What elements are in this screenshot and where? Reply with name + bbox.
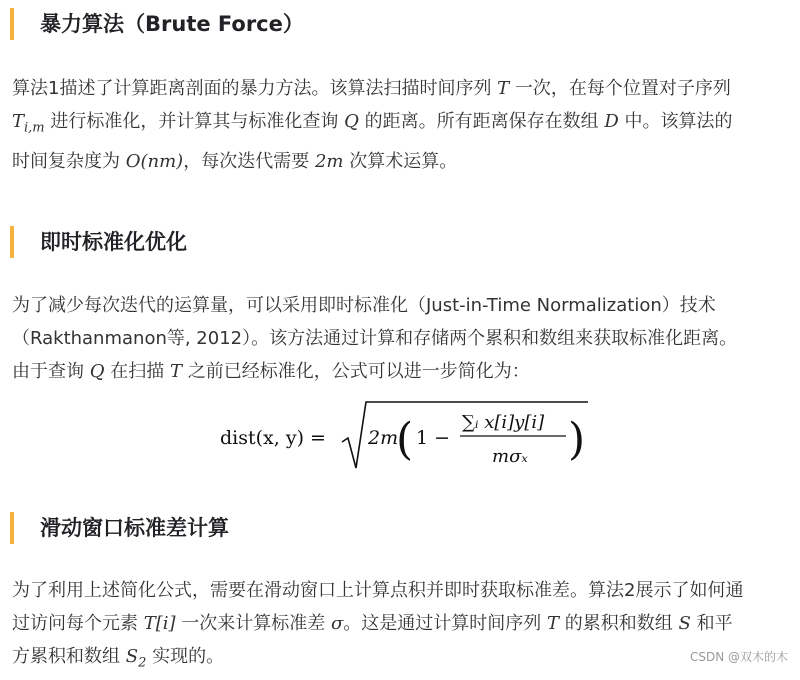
section-heading-brute-force: 暴力算法（Brute Force） xyxy=(10,8,304,40)
formula-denominator: mσₓ xyxy=(492,446,528,467)
text-line: 为了减少每次迭代的运算量，可以采用即时标准化（Just-in-Time Normalization）技术 xyxy=(12,295,716,316)
text: 。这是通过计算时间序列 xyxy=(343,613,548,634)
text-line xyxy=(12,607,794,640)
text: 进行标准化，并计算其与标准化查询 xyxy=(44,111,345,132)
text: 之前已经标准化，公式可以进一步简化为： xyxy=(181,361,530,382)
text: 一次来计算标准差 xyxy=(175,613,331,634)
math-T: T xyxy=(497,78,510,99)
text: 中。该算法的 xyxy=(618,111,733,132)
math-2m: 2m xyxy=(314,150,344,172)
text: 次算术运算。 xyxy=(343,150,458,172)
math-subscript: 2 xyxy=(138,655,147,671)
math-sigma: σ xyxy=(331,613,344,634)
section-heading-sliding-window: 滑动窗口标准差计算 xyxy=(10,512,229,544)
math-S: S xyxy=(125,646,139,667)
paragraph-sliding-window xyxy=(12,574,794,680)
paragraph-brute-force xyxy=(12,72,794,178)
text: 时间复杂度为 xyxy=(12,150,126,172)
text: 实现的。 xyxy=(146,646,225,667)
text: 在扫描 xyxy=(104,361,170,382)
formula-one-minus: 1 − xyxy=(416,427,451,449)
text: 一次，在每个位置对子序列 xyxy=(509,78,731,99)
math-Q: Q xyxy=(344,111,359,132)
text: ，每次迭代需要 xyxy=(183,150,315,172)
paragraph-jit-normalization xyxy=(12,289,794,388)
formula-numerator: ∑ᵢ x[i]y[i] xyxy=(462,412,545,433)
text: 过访问每个元素 xyxy=(12,613,144,634)
text: 方累积和数组 xyxy=(12,646,126,667)
text-line xyxy=(12,105,794,145)
text-line: 为了利用上述简化公式，需要在滑动窗口上计算点积并即时获取标准差。算法2展示了如何通 xyxy=(12,580,744,601)
math-complexity: O(nm) xyxy=(125,150,184,172)
left-paren: ( xyxy=(396,414,414,465)
math-S: S xyxy=(678,613,691,634)
formula-coef: 2m xyxy=(368,427,399,449)
math-D: D xyxy=(604,111,619,132)
text-line: （Rakthanmanon等, 2012）。该方法通过计算和存储两个累积和数组来获取标准化距离。 xyxy=(12,328,738,349)
math-T: T xyxy=(169,361,182,382)
math-Q: Q xyxy=(89,361,105,382)
text-line xyxy=(12,72,794,105)
text-line xyxy=(12,355,794,388)
right-paren: ) xyxy=(568,414,586,465)
formula-lhs: dist(x, y) = xyxy=(220,427,326,449)
math-T-i: T[i] xyxy=(143,613,176,634)
math-T: T xyxy=(547,613,560,634)
text: 的距离。所有距离保存在数组 xyxy=(358,111,605,132)
section-heading-jit-normalization: 即时标准化优化 xyxy=(10,226,187,258)
watermark: CSDN @双木的木 xyxy=(689,650,788,664)
text: 的累积和数组 xyxy=(559,613,679,634)
text: 由于查询 xyxy=(12,361,90,382)
text-line xyxy=(12,145,794,178)
math-subscript: i,m xyxy=(24,120,45,136)
text: 算法1描述了计算距离剖面的暴力方法。该算法扫描时间序列 xyxy=(12,78,498,99)
distance-formula xyxy=(220,398,590,476)
math-T: T xyxy=(12,111,25,132)
text: 和平 xyxy=(690,613,733,634)
